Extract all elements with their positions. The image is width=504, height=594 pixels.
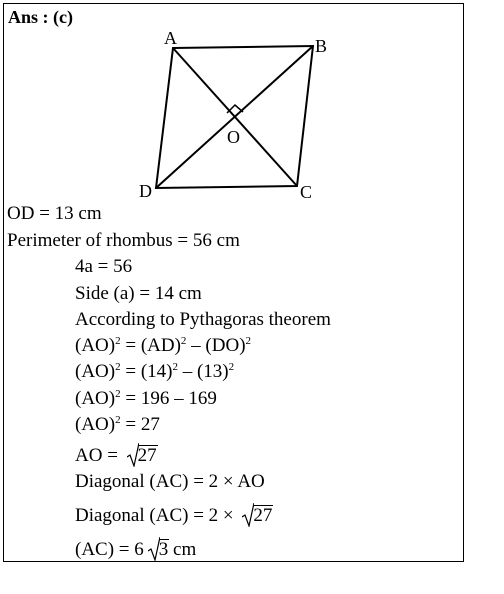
diagonal-bd (156, 46, 313, 188)
side-line: Side (a) = 14 cm (75, 283, 202, 304)
square-root: 3 (148, 539, 169, 561)
pythagoras-equation-4: (AO)$^2$ = 27 (75, 414, 160, 435)
vertex-label-a: A (164, 28, 177, 48)
ao-result: AO = 27 (75, 445, 157, 466)
perimeter-line: Perimeter of rhombus = 56 cm (7, 230, 240, 251)
equation-4a: 4a = 56 (75, 256, 133, 277)
square-root: 27 (242, 505, 272, 527)
vertex-label-c: C (300, 182, 313, 202)
vertex-label-d: D (139, 181, 152, 201)
pythagoras-equation-3: (AO)$^2$ = 196 – 169 (75, 388, 217, 409)
od-line: OD = 13 cm (7, 203, 102, 224)
ac-result: (AC) = 6 3 cm (75, 539, 197, 560)
center-label-o: O (227, 127, 240, 147)
pythagoras-equation-1: (AO)$^2$ = (AD)$^2$ – (DO)$^2$ (75, 335, 252, 356)
square-root: 27 (127, 445, 157, 467)
pythagoras-equation-2: $(AO)^2 = (14)^2 - (13)^2$ (75, 361, 235, 382)
diagonal-line-2: Diagonal (AC) = 2 × 27 (75, 505, 273, 526)
diagonal-line-1: Diagonal (AC) = 2 × AO (75, 471, 265, 492)
pythagoras-line: According to Pythagoras theorem (75, 309, 331, 330)
vertex-label-b: B (315, 36, 328, 56)
answer-heading: Ans : (c) (8, 7, 73, 27)
